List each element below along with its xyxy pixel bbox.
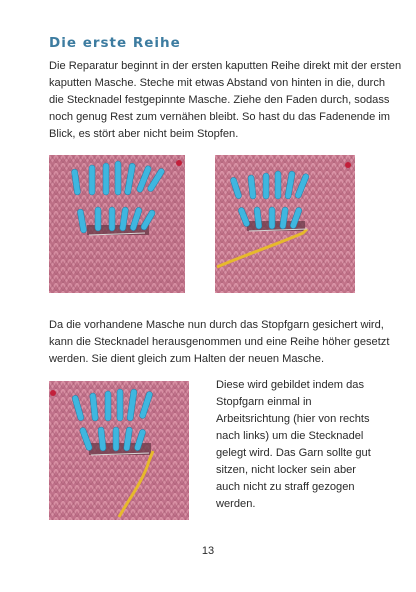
photo-pins-with-yarn bbox=[215, 155, 355, 293]
text-line: die Stecknadel festgepinnte Masche. Ziehe den Faden durch, sodass bbox=[49, 94, 390, 106]
text-line: sitzen, nicht locker sein aber bbox=[216, 464, 356, 476]
text-line: Da die vorhandene Masche nun durch das Stopfgarn gesichert wird, bbox=[49, 319, 384, 331]
text-line: auch nicht zu straff gezogen bbox=[216, 481, 355, 493]
text-line: kaputten Masche. Steche mit etwas Abstand von hinten in die, durch bbox=[49, 77, 386, 89]
paragraph-first-row-start bbox=[49, 58, 402, 143]
text-line: kann die Stecknadel herausgenommen und eine Reihe höher gesetzt bbox=[49, 336, 390, 348]
text-line: Arbeitsrichtung (hier von rechts bbox=[216, 413, 370, 425]
text-line: Die Reparatur beginnt in der ersten kaputten Reihe direkt mit der ersten bbox=[49, 60, 402, 72]
text-line: noch genug Rest zum vernähen bleibt. So hast du das Fadenende im bbox=[49, 111, 391, 123]
text-line: nach links) um die Stecknadel bbox=[216, 430, 364, 442]
photo-yarn-around-pin bbox=[49, 381, 189, 520]
text-line: Stopfgarn einmal in bbox=[216, 396, 312, 408]
text-line: Diese wird gebildet indem das bbox=[216, 379, 364, 391]
text-line: werden. bbox=[216, 498, 256, 510]
photo-pins-in-knit-1 bbox=[49, 155, 185, 293]
paragraph-remove-pin bbox=[49, 317, 390, 368]
text-line: gelegt wird. Das Garn sollte gut bbox=[216, 447, 371, 459]
text-line: werden. Sie dient gleich zum Halten der neuen Masche. bbox=[49, 353, 325, 365]
text-line: Blick, es stört aber nicht beim Stopfen. bbox=[49, 128, 239, 140]
paragraph-new-stitch bbox=[216, 377, 371, 513]
section-heading: Die erste Reihe bbox=[49, 35, 181, 51]
page-number: 13 bbox=[201, 545, 215, 557]
